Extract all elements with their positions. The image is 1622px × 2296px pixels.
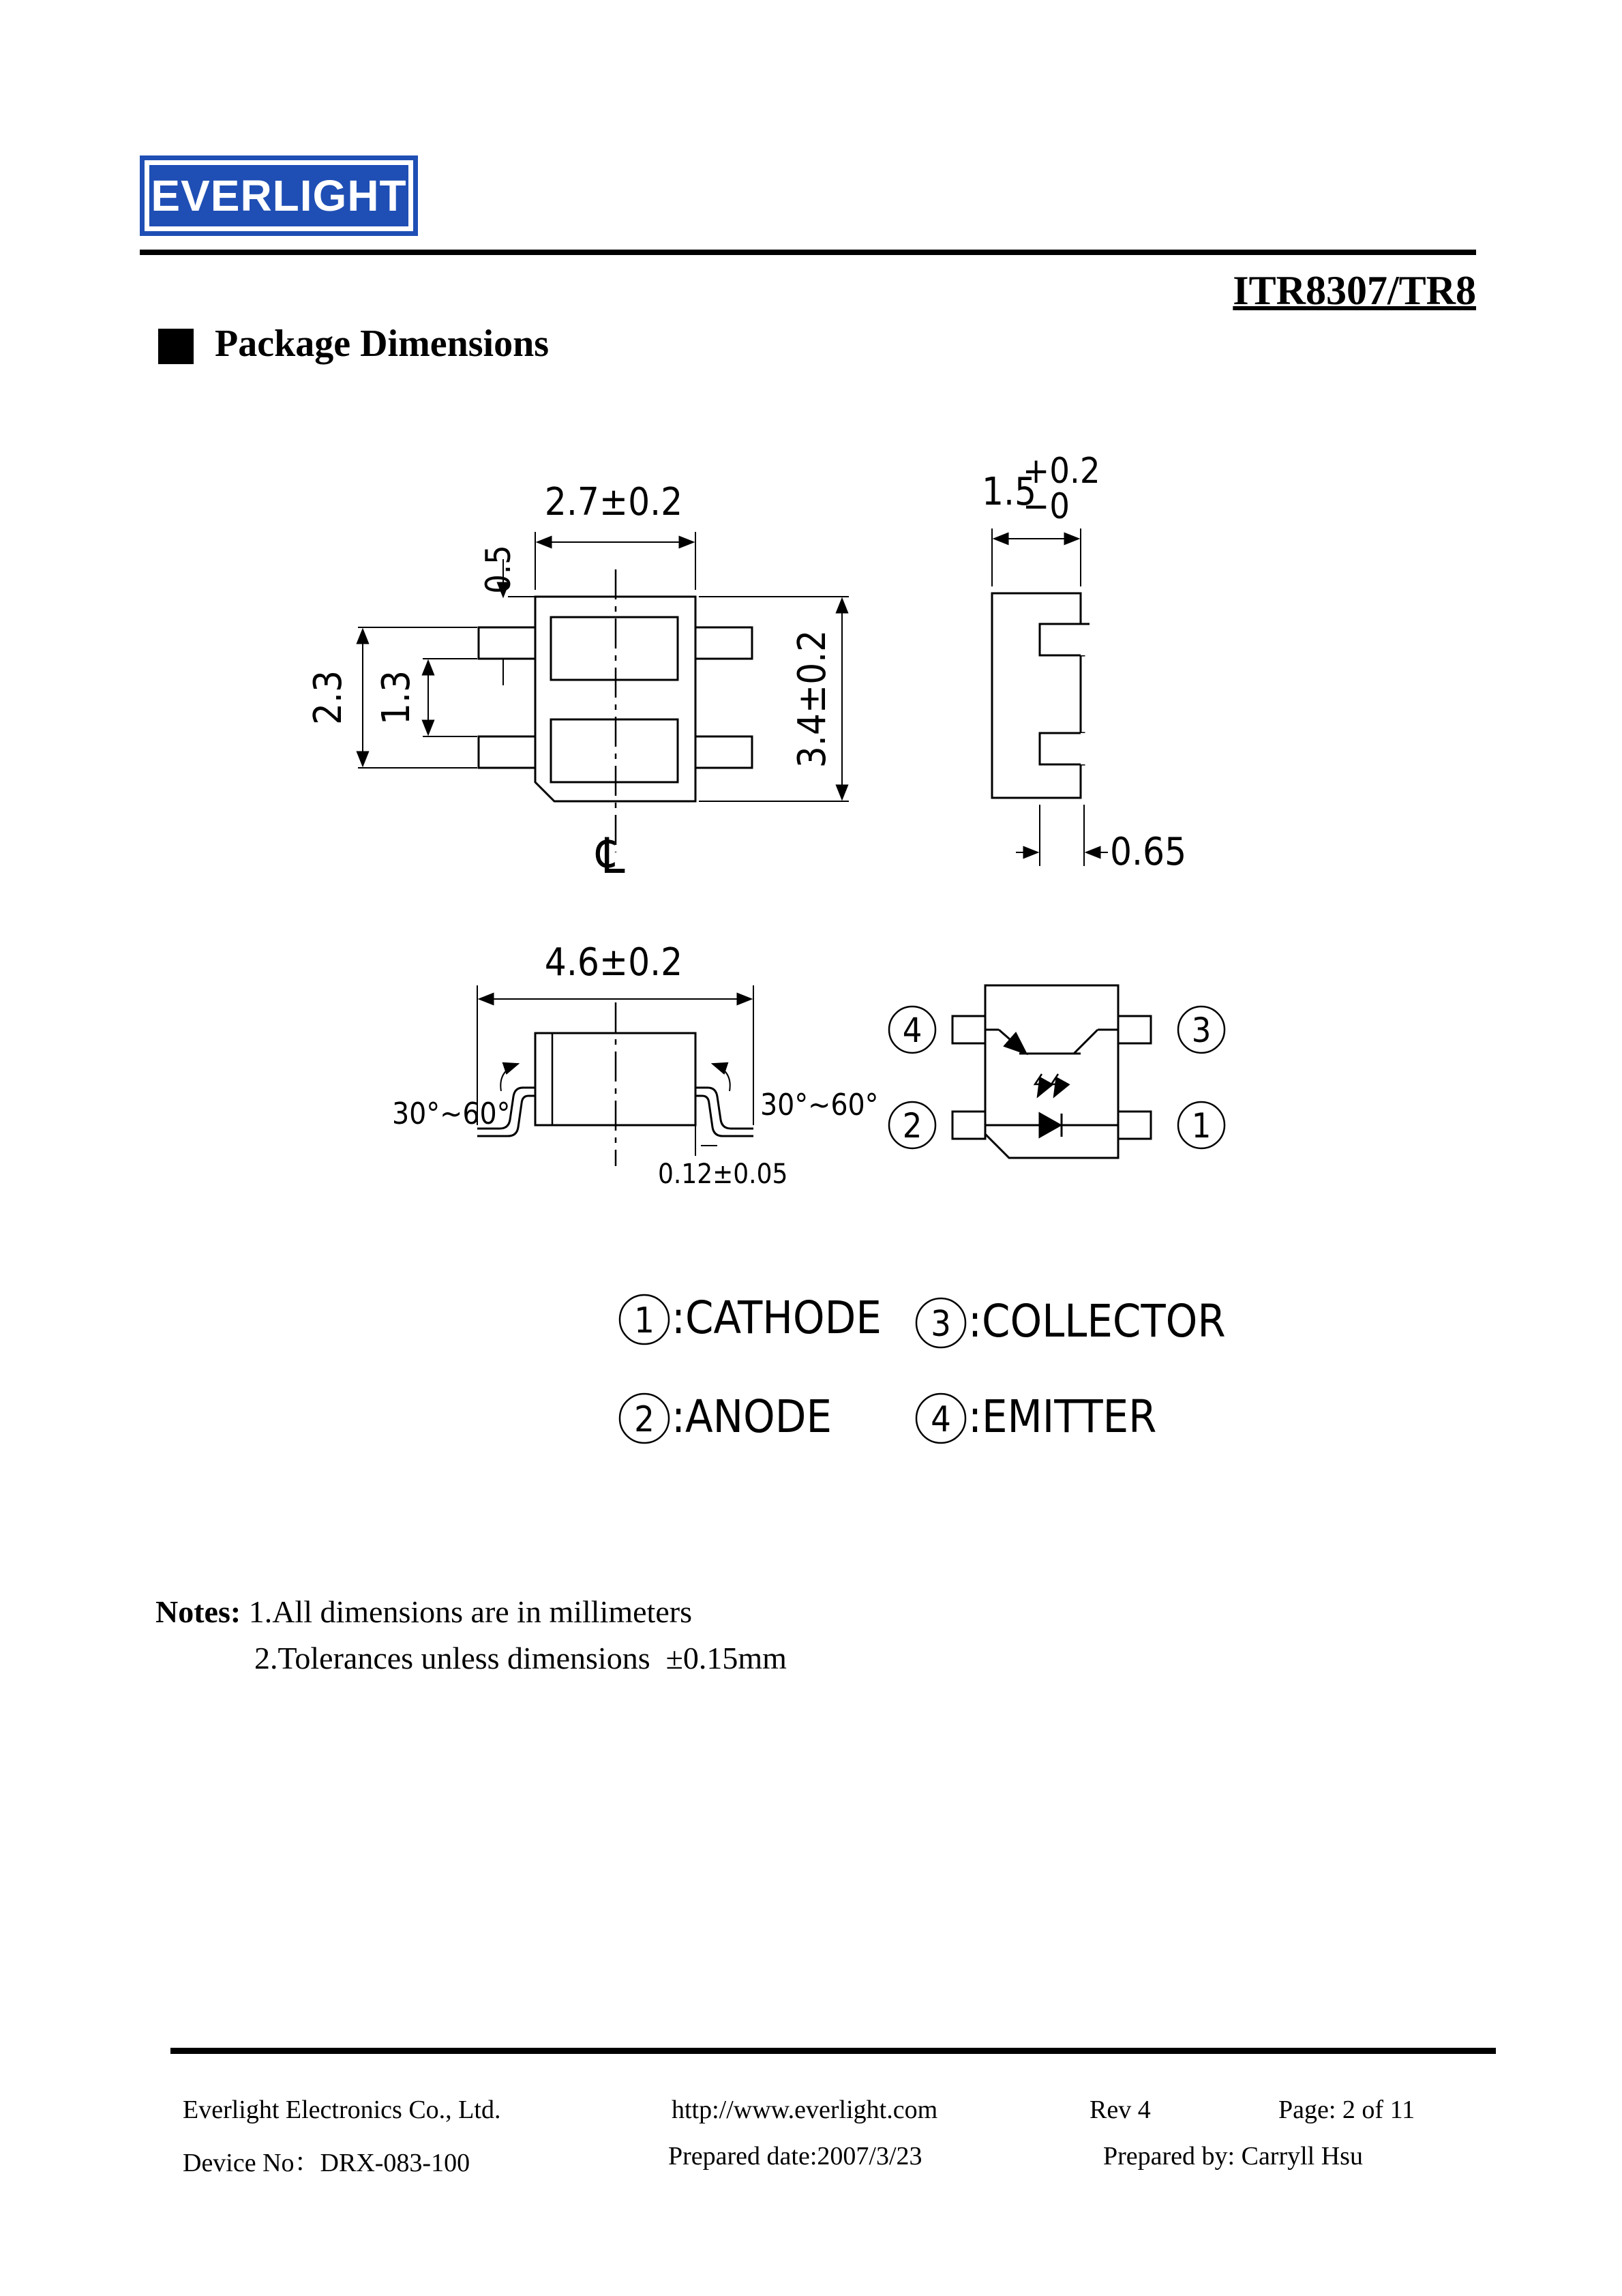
dim-height-body: 3.4±0.2	[790, 629, 835, 769]
footer-url: http://www.everlight.com	[672, 2096, 938, 2124]
note-item: 2.Tolerances unless dimensions ±0.15mm	[254, 1641, 787, 1675]
top-view-pad-lower-left	[479, 736, 535, 768]
side-dim-plus: +0.2	[1023, 451, 1100, 492]
legend-collector	[916, 1295, 1226, 1347]
schematic-symbol	[952, 985, 1151, 1158]
legend-cathode	[620, 1292, 882, 1344]
dim-length: 4.6±0.2	[544, 940, 683, 985]
side-view-lead-upper	[1040, 624, 1084, 655]
pin-3-marker	[1178, 1007, 1225, 1053]
footer-revision: Rev 4	[1090, 2096, 1151, 2124]
svg-text::CATHODE: :CATHODE	[672, 1292, 882, 1344]
note-row-2	[155, 1635, 787, 1682]
package-dimensions-drawing	[273, 436, 1295, 1473]
dim-height-outer: 2.3	[306, 670, 350, 726]
footer-page-number: Page: 2 of 11	[1278, 2096, 1415, 2124]
section-bullet-icon	[158, 329, 194, 364]
dim-width-top: 2.7±0.2	[544, 480, 683, 524]
angle-left: 30°~60°	[392, 1097, 511, 1131]
schematic-pad-1	[1118, 1112, 1151, 1139]
footer-rule	[170, 2048, 1496, 2054]
front-view	[477, 985, 753, 1166]
angle-right: 30°~60°	[760, 1088, 879, 1122]
note-row-1	[155, 1589, 787, 1635]
pin-1-marker	[1178, 1102, 1225, 1148]
section-title: Package Dimensions	[215, 323, 549, 365]
light-arrow-icon	[1035, 1074, 1045, 1097]
svg-text::ANODE: :ANODE	[672, 1390, 832, 1443]
schematic-pad-2	[952, 1112, 985, 1139]
svg-text:3: 3	[1191, 1011, 1212, 1050]
logo-text: EVERLIGHT	[151, 171, 407, 220]
legend-emitter	[916, 1390, 1156, 1443]
top-view-pad-lower-right	[695, 736, 752, 768]
svg-text::COLLECTOR: :COLLECTOR	[968, 1295, 1226, 1347]
top-view-pad-upper-right	[695, 627, 752, 659]
svg-text:4: 4	[902, 1011, 922, 1050]
side-view	[992, 528, 1108, 866]
schematic-body	[985, 985, 1118, 1158]
svg-text:1: 1	[1191, 1106, 1212, 1146]
dim-lead-thickness: 0.12±0.05	[658, 1159, 788, 1190]
side-view-lead-lower	[1040, 733, 1084, 764]
dim-pad-gap: 0.5	[479, 545, 518, 594]
top-view-window-upper	[551, 617, 678, 680]
footer-prepared-by: Prepared by: Carryll Hsu	[1103, 2142, 1363, 2171]
front-view-lead-right	[695, 1088, 753, 1129]
dim-height-inner: 1.3	[374, 670, 419, 726]
centerline-symbol: ℄	[597, 827, 625, 884]
footer-prepared-date: Prepared date:2007/3/23	[668, 2142, 922, 2171]
svg-text::EMITTER: :EMITTER	[968, 1390, 1157, 1443]
document-title: ITR8307/TR8	[1233, 268, 1476, 313]
notes	[155, 1589, 787, 1682]
side-dim-base: 1.5	[982, 470, 1037, 514]
everlight-logo	[140, 155, 418, 236]
svg-text:4: 4	[931, 1399, 951, 1440]
side-dim-lead: 0.65	[1110, 830, 1187, 874]
pin-2-marker	[889, 1102, 935, 1148]
svg-text:2: 2	[902, 1106, 922, 1146]
schematic-pad-3	[1118, 1016, 1151, 1043]
legend-anode	[620, 1390, 832, 1443]
pin-legend	[620, 1292, 1226, 1443]
logo-fill	[149, 165, 408, 226]
top-view	[358, 532, 849, 852]
footer-company: Everlight Electronics Co., Ltd.	[183, 2096, 501, 2124]
pin-4-marker	[889, 1007, 935, 1053]
notes-label: Notes:	[155, 1594, 241, 1629]
top-view-window-lower	[551, 719, 678, 782]
top-view-pad-upper-left	[479, 627, 535, 659]
led-diode-icon	[1040, 1114, 1060, 1137]
svg-text:3: 3	[931, 1304, 951, 1345]
svg-text:1: 1	[634, 1300, 655, 1341]
side-dim-minus: −0	[1023, 486, 1070, 527]
note-item: 1.All dimensions are in millimeters	[248, 1594, 692, 1629]
schematic-pad-4	[952, 1016, 985, 1043]
footer-device-number: Device No：DRX-083-100	[183, 2149, 470, 2177]
header-rule	[140, 250, 1476, 255]
svg-text:2: 2	[634, 1399, 655, 1440]
